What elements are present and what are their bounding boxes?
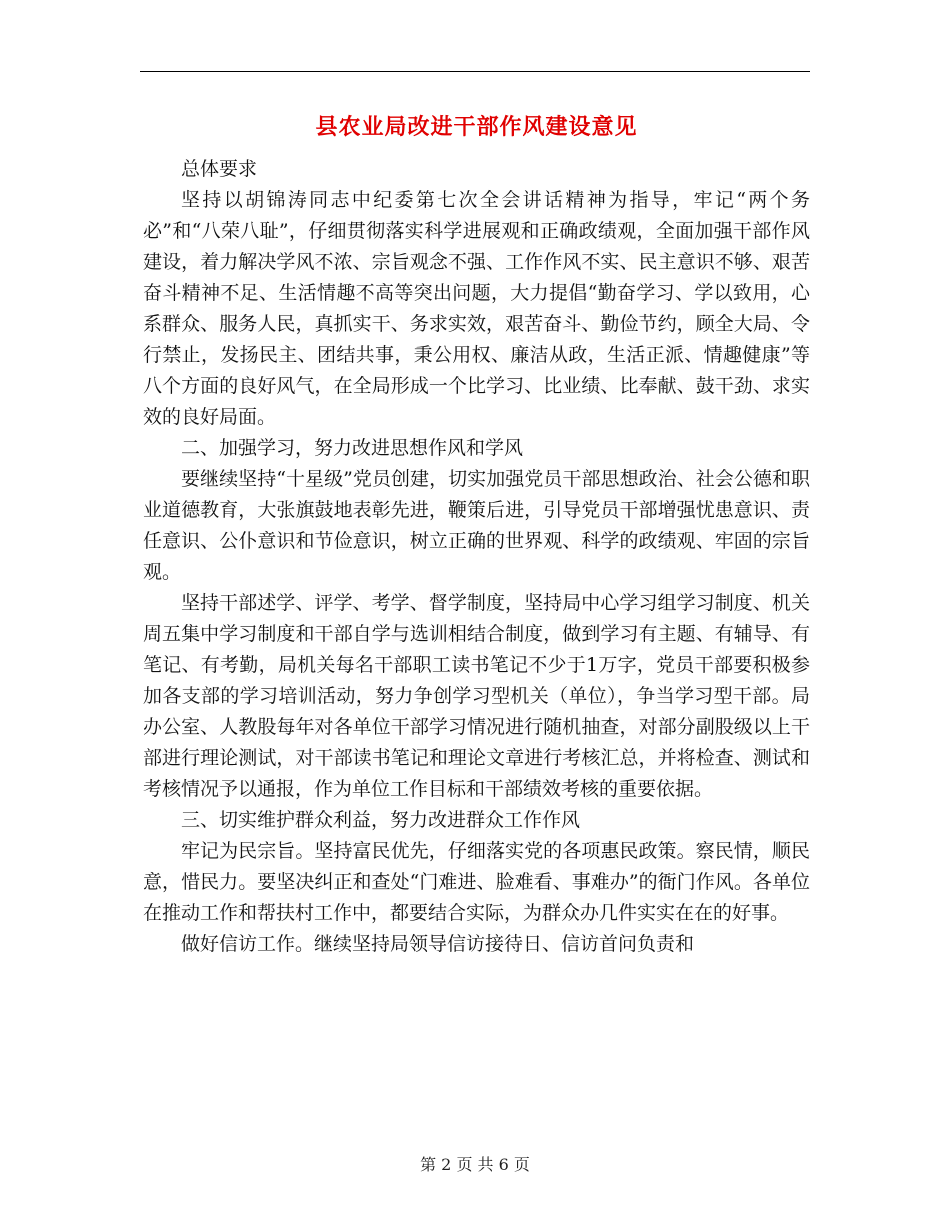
page-footer: 第 2 页 共 6 页 bbox=[420, 1155, 530, 1174]
document-body bbox=[143, 154, 810, 960]
paragraph: 做好信访工作。继续坚持局领导信访接待日、信访首问负责和 bbox=[181, 933, 695, 955]
paragraph: 牢记为民宗旨。坚持富民优先，仔细落实党的各项惠民政策。察民情，顺民意，惜民力。要坚决纠正和查处“门难进、脸难看、事难办”的衙门作风。各单位在推动工作和帮扶村工作中，都要结合实际，为群众办几件实实在在的好事。 bbox=[143, 840, 810, 924]
section-heading: 二、加强学习，努力改进思想作风和学风 bbox=[181, 437, 524, 459]
section-heading: 三、切实维护群众利益，努力改进群众工作作风 bbox=[181, 809, 581, 831]
paragraph: 坚持干部述学、评学、考学、督学制度，坚持局中心学习组学习制度、机关周五集中学习制度和干部自学与选训相结合制度，做到学习有主题、有辅导、有笔记、有考勤，局机关每名干部职工读书笔记不少于1万字，党员干部要积极参加各支部的学习培训活动，努力争创学习型机关（单位），争当学习型干部。局办公室、人教股每年对各单位干部学习情况进行随机抽查，对部分副股级以上干部进行理论测试，对干部读书笔记和理论文章进行考核汇总，并将检查、测试和考核情况予以通报，作为单位工作目标和干部绩效考核的重要依据。 bbox=[143, 592, 810, 800]
paragraph: 坚持以胡锦涛同志中纪委第七次全会讲话精神为指导，牢记“两个务必”和“八荣八耻”，仔细贯彻落实科学进展观和正确政绩观，全面加强干部作风建设，着力解决学风不浓、宗旨观念不强、工作作风不实、民主意识不够、艰苦奋斗精神不足、生活情趣不高等突出问题，大力提倡“勤奋学习、学以致用，心系群众、服务人民，真抓实干、务求实效，艰苦奋斗、勤俭节约，顾全大局、令行禁止，发扬民主、团结共事，秉公用权、廉洁从政，生活正派、情趣健康”等八个方面的良好风气，在全局形成一个比学习、比业绩、比奉献、鼓干劲、求实效的良好局面。 bbox=[143, 189, 810, 428]
document-page bbox=[143, 100, 810, 960]
document-title: 县农业局改进干部作风建设意见 bbox=[315, 114, 638, 140]
header-rule bbox=[140, 71, 810, 72]
section-heading: 总体要求 bbox=[181, 158, 258, 180]
paragraph: 要继续坚持“十星级”党员创建，切实加强党员干部思想政治、社会公德和职业道德教育，大张旗鼓地表彰先进，鞭策后进，引导党员干部增强忧患意识、责任意识、公仆意识和节俭意识，树立正确的世界观、科学的政绩观、牢固的宗旨观。 bbox=[143, 468, 810, 583]
